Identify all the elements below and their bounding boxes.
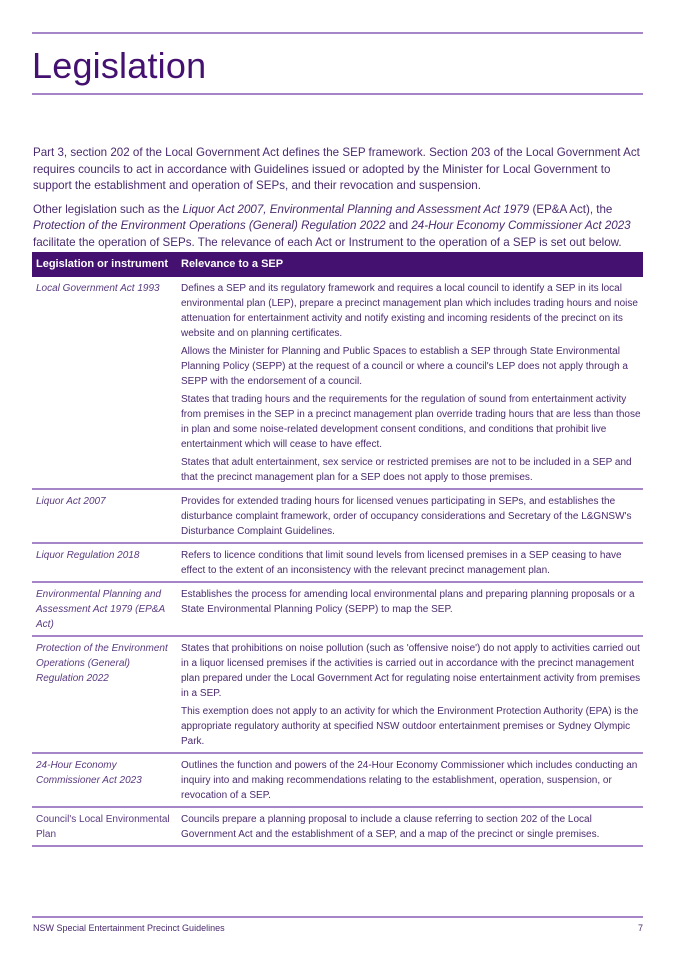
relevance-paragraph: Councils prepare a planning proposal to include a clause referring to section 202 of the Local Government Act and the establishment of a SEP, and a map of the precinct or single premises. (181, 814, 600, 840)
column-header-instrument: Legislation or instrument (36, 258, 169, 270)
page-title: Legislation (32, 45, 207, 86)
column-header-relevance: Relevance to a SEP (181, 258, 284, 270)
intro-text: Other legislation such as the (33, 202, 183, 216)
relevance-paragraph: States that adult entertainment, sex service or restricted premises are not to be included in a SEP and that the precinct management plan for a SEP does not apply to those premises. (181, 457, 632, 483)
table-row (32, 808, 643, 847)
instrument-cell: Environmental Planning and Assessment Act 1979 (EP&A Act) (36, 589, 165, 630)
relevance-paragraph: Outlines the function and powers of the 24-Hour Economy Commissioner which includes conducting an inquiry into and making recommendations relating to the establishment, operation, suspension, or revocation of a SEP. (181, 760, 638, 801)
table-row (32, 490, 643, 544)
intro-text: and (385, 219, 412, 233)
relevance-paragraph: States that prohibitions on noise pollution (such as 'offensive noise') do not apply to activities carried out in a liquor licensed premises if the activities is carried out in accordance with the precinct management plan prepared under the Local Government Act for regulating noise entertainment activity from premises in a SEP. (181, 643, 641, 699)
relevance-paragraph: This exemption does not apply to an activity for which the Environment Protection Authority (EPA) is the appropriate regulatory authority at specified NSW outdoor entertainment premises or Sydney Olympic Park. (181, 706, 639, 747)
instrument-cell: Liquor Act 2007 (36, 496, 106, 507)
relevance-paragraph: States that trading hours and the requirements for the regulation of sound from entertainment activity from premises in the SEP in a precinct management plan override trading hours that are less than those in plan and some noise-related development consent conditions, and conditions that prohibit live entertainment which will cease to have effect. (181, 394, 641, 450)
table-row (32, 583, 643, 637)
title-bottom-rule (32, 93, 643, 95)
footer-document-title: NSW Special Entertainment Precinct Guidelines (33, 923, 225, 933)
relevance-cell (177, 758, 643, 803)
intro-section (33, 145, 645, 259)
intro-text: facilitate the operation of SEPs. The relevance of each Act or Instrument to the operation of a SEP is set out below. (33, 235, 622, 249)
act-name: Liquor Act 2007, Environmental Planning and Assessment Act 1979 (182, 202, 530, 216)
relevance-paragraph: Defines a SEP and its regulatory framework and requires a local council to identify a SEP in its local environmental plan (LEP), prepare a precinct management plan which includes trading hours and noise attenuation for entertainment activity and notify existing and incoming residents of the precinct on its website and on planning certificates. (181, 283, 638, 339)
instrument-cell: Protection of the Environment Operations (General) Regulation 2022 (36, 643, 168, 684)
instrument-cell: 24-Hour Economy Commissioner Act 2023 (36, 760, 142, 786)
act-name: 24-Hour Economy Commissioner Act 2023 (411, 219, 631, 233)
instrument-cell: Local Government Act 1993 (36, 283, 160, 294)
relevance-paragraph: Establishes the process for amending local environmental plans and preparing planning proposals or a State Environmental Planning Policy (SEPP) to map the SEP. (181, 589, 635, 615)
instrument-cell: Liquor Regulation 2018 (36, 550, 140, 561)
table-row (32, 754, 643, 808)
relevance-paragraph: Provides for extended trading hours for licensed venues participating in SEPs, and establishes the disturbance complaint framework, order of occupancy considerations and Secretary of the L&GNSW's Disturbance Complaint Guidelines. (181, 496, 632, 537)
table-header-row (32, 252, 643, 277)
instrument-cell: Council's Local Environmental Plan (36, 814, 170, 840)
title-top-rule (32, 32, 643, 34)
intro-text: (EP&A Act), the (529, 202, 613, 216)
relevance-cell (177, 812, 643, 842)
intro-paragraph-2 (33, 202, 645, 252)
relevance-cell (177, 548, 643, 578)
legislation-table (32, 252, 643, 847)
intro-paragraph-1: Part 3, section 202 of the Local Government Act defines the SEP framework. Section 203 of the Local Government Act requires councils to act in accordance with Guidelines issued or adopted by the Minister for Local Government to support the establishment and operation of SEPs, and their revocation and suspension. (33, 146, 640, 193)
relevance-paragraph: Allows the Minister for Planning and Public Spaces to establish a SEP through State Environmental Planning Policy (SEPP) at the request of a council or where a council's LEP does not apply through a SEPP with the endorsement of a council. (181, 346, 628, 387)
relevance-cell (177, 494, 643, 539)
relevance-paragraph: Refers to licence conditions that limit sound levels from licensed premises in a SEP ceasing to have effect to the extent of an inconsistency with the relevant precinct management plan. (181, 550, 622, 576)
relevance-cell (177, 641, 643, 749)
relevance-cell (177, 281, 643, 485)
table-row (32, 637, 643, 754)
table-row (32, 277, 643, 490)
relevance-cell (177, 587, 643, 632)
act-name: Protection of the Environment Operations (General) Regulation 2022 (33, 219, 386, 233)
table-row (32, 544, 643, 583)
page-number: 7 (637, 923, 643, 933)
footer-rule (32, 916, 643, 918)
